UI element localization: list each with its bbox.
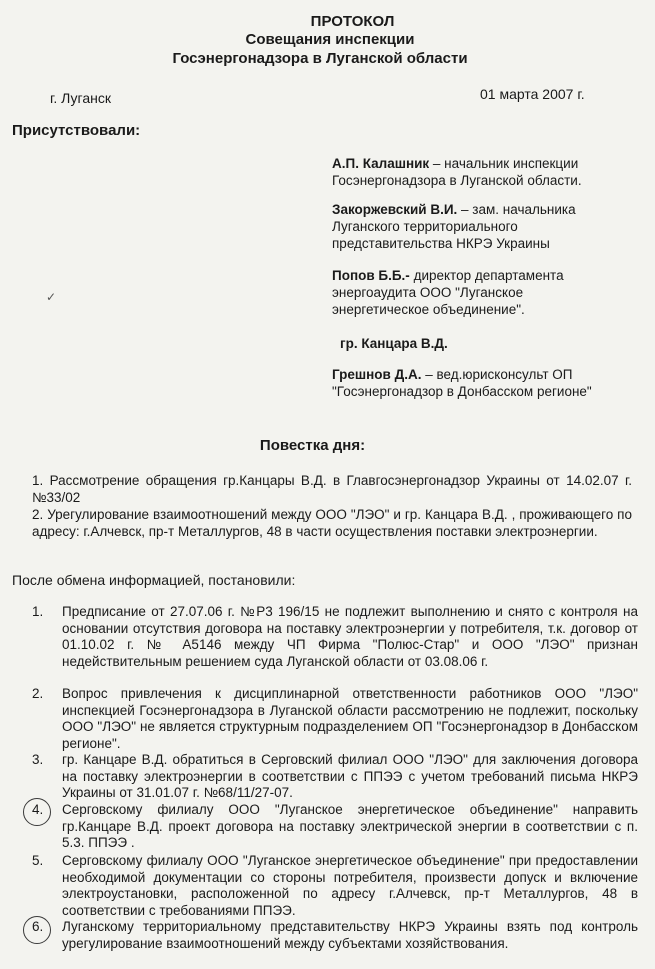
- attendee-1: [332, 155, 582, 189]
- attendee-3: [332, 267, 564, 318]
- document-subtitle-2: Госэнергонадзора в Луганской области: [172, 50, 468, 67]
- attendee-role: – начальник инспекции: [429, 156, 579, 171]
- attendee-2: [332, 201, 576, 252]
- decision-item-6: [32, 919, 638, 952]
- decision-number: 1.: [32, 604, 44, 619]
- attendee-name: гр. Канцара В.Д.: [340, 336, 448, 351]
- decision-number: 6.: [32, 919, 44, 934]
- agenda-item-2: 2. Урегулирование взаимоотношений между ООО "ЛЭО" и гр. Канцара В.Д. , проживающего по адресу: г.Алчевск, пр-т Металлургов, 48 в части осуществления поставки электроэнергии.: [32, 507, 632, 539]
- attendee-role-line: "Госэнергонадзор в Донбасском регионе": [332, 384, 592, 399]
- attendee-role-line: представительства НКРЭ Украины: [332, 236, 550, 251]
- decision-text: Вопрос привлечения к дисциплинарной ответственности работников ООО "ЛЭО" инспекцией Госэнергонадзора в Луганской области рассмотрению не подлежит, поскольку ООО "ЛЭО" не является структурным подразделением ОП "Госэнергонадзор в Донбасском регионе".: [62, 686, 638, 751]
- attendee-4: [340, 335, 448, 352]
- pen-mark: ✓: [46, 290, 57, 304]
- decision-item-1: [32, 604, 638, 670]
- decision-number: 3.: [32, 752, 44, 767]
- document-title: ПРОТОКОЛ: [310, 13, 395, 30]
- attendee-role-line: Госэнергонадзора в Луганской области.: [332, 173, 582, 188]
- agenda-heading: Повестка дня:: [259, 437, 366, 454]
- handwritten-circle-mark: [23, 916, 51, 944]
- attendee-name: А.П. Калашник: [332, 156, 430, 171]
- attendee-role: – вед.юрисконсульт ОП: [421, 367, 573, 382]
- decision-text: Серговскому филиалу ООО "Луганское энергетическое объединение" направить гр.Канцаре В.Д. проект договора на поставку электрической энергии в соответствии с п. 5.3. ППЭЭ .: [62, 802, 638, 850]
- attendee-name: Попов Б.Б.-: [332, 268, 410, 283]
- decision-text: гр. Канцаре В.Д. обратиться в Серговский филиал ООО "ЛЭО" для заключения договора на поставку электроэнергии в соответствии с ППЭЭ с учетом требований письма НКРЭ Украины от 31.01.07 г. №68/11/27-07.: [62, 752, 638, 800]
- attendees-heading: Присутствовали:: [12, 122, 141, 139]
- decision-number: 2.: [32, 686, 44, 701]
- decision-item-5: [32, 853, 638, 919]
- agenda-item-1: 1. Рассмотрение обращения гр.Канцары В.Д. в Главгосэнергонадзор Украины от 14.02.07 г. №33/02: [32, 473, 632, 505]
- attendee-role-line: энергоаудита ООО "Луганское: [332, 285, 524, 300]
- date: 01 марта 2007 г.: [480, 86, 585, 102]
- attendee-role: директор департамента: [409, 268, 564, 283]
- decisions-intro: После обмена информацией, постановили:: [12, 572, 296, 588]
- attendee-name: Закоржевский В.И.: [332, 202, 458, 217]
- decision-item-3: [32, 752, 638, 802]
- city: г. Луганск: [50, 90, 111, 106]
- decision-item-2: [32, 686, 638, 752]
- document-subtitle-1: Совещания инспекции: [245, 31, 415, 48]
- decision-text: Луганскому территориальному представительству НКРЭ Украины взять под контроль урегулирование взаимоотношений между субъектами хозяйствования.: [62, 919, 638, 951]
- decision-number: 4.: [32, 802, 44, 817]
- attendee-name: Грешнов Д.А.: [332, 367, 422, 382]
- attendee-role: – зам. начальника: [457, 202, 576, 217]
- attendee-role-line: Луганского территориального: [332, 219, 518, 234]
- attendee-5: [332, 366, 592, 400]
- handwritten-circle-mark: [23, 798, 51, 826]
- attendee-role-line: энергетическое объединение".: [332, 302, 525, 317]
- decision-item-4: [32, 802, 638, 852]
- decision-number: 5.: [32, 853, 44, 868]
- decision-text: Предписание от 27.07.06 г. №Р3 196/15 не подлежит выполнению и снято с контроля на основании отсутствия договора на поставку электроэнергии у потребителя, т.к. договор от 01.10.02 г. № А5146 между ЧП Фирма "Полюс-Стар" и ООО "ЛЭО" признан недействительным решением суда Луганской области от 03.08.06 г.: [62, 604, 638, 669]
- decision-text: Серговскому филиалу ООО "Луганское энергетическое объединение" при предоставлении необходимой документации со стороны потребителя, произвести допуск и включение электроустановки, расположенной по адресу г.Алчевск, пр-т Металлургов, 48 в соответствии с требованиями ППЭЭ.: [62, 853, 638, 918]
